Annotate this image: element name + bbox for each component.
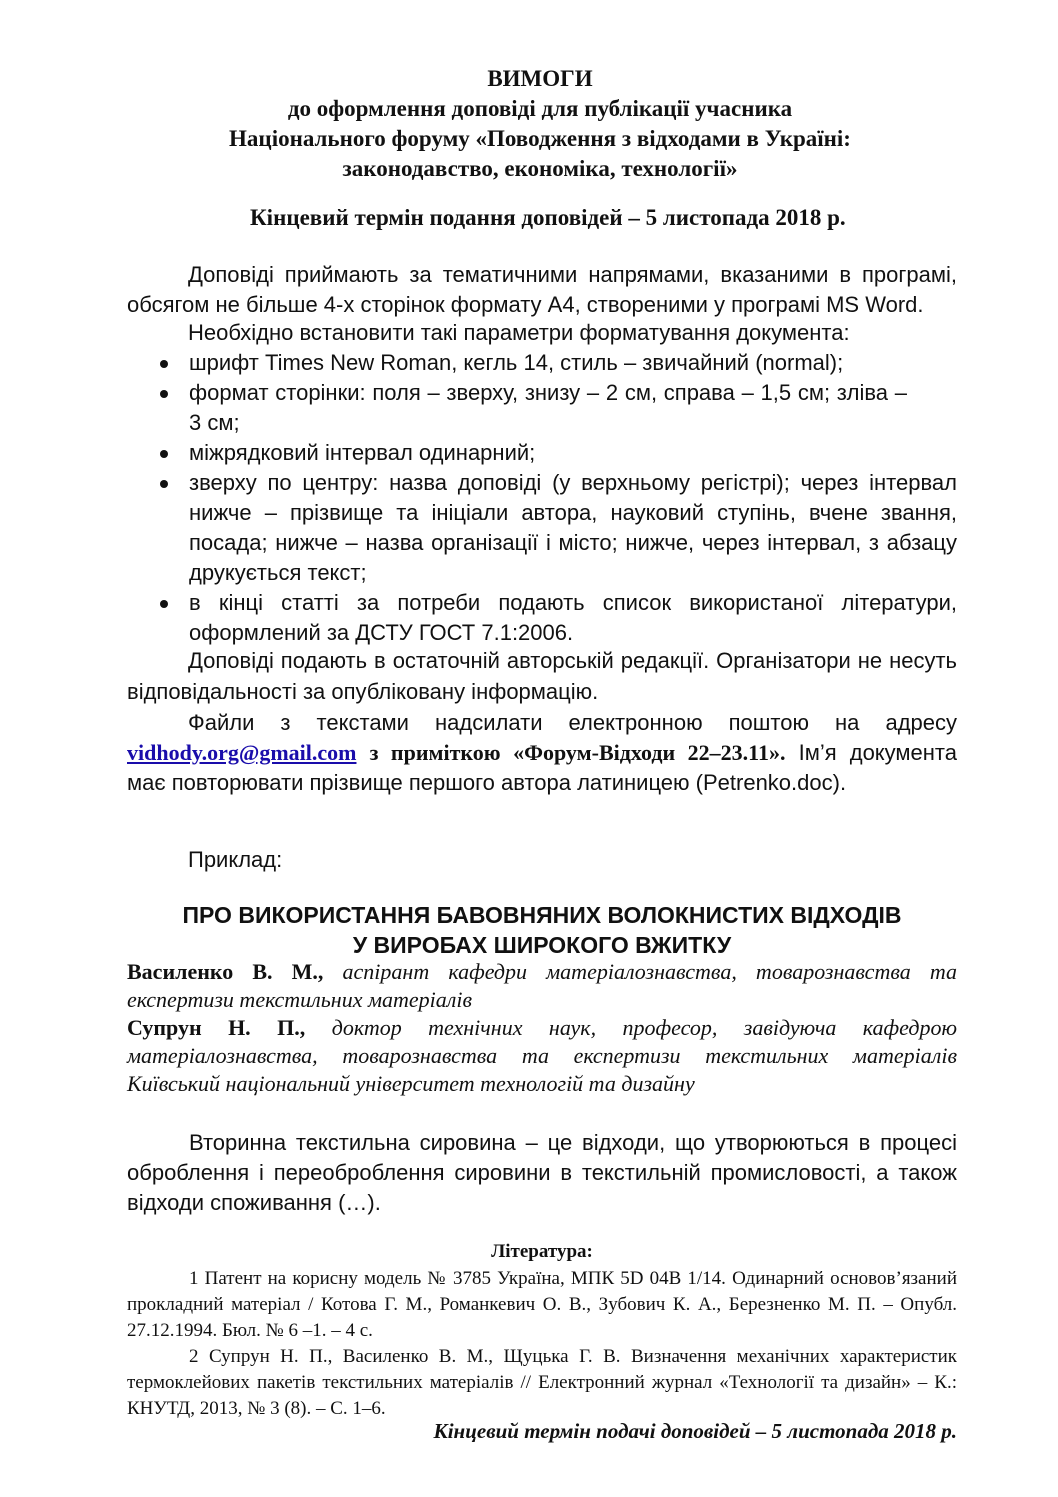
- bullet-icon: [160, 450, 168, 458]
- example-body-text: Вторинна текстильна сировина – це відходи, що утворюються в процесі оброблення і переоброблення сировини в текстильній промисловості, а також відходи споживання (…).: [127, 1130, 957, 1215]
- formatting-intro: Необхідно встановити такі параметри форматування документа:: [188, 320, 850, 345]
- example-author-2: [127, 1014, 957, 1098]
- final-edition-note: Доповіді подають в остаточній авторській редакції. Організатори не несуть відповідальності за опубліковану інформацію.: [127, 648, 957, 704]
- example-title: [127, 900, 957, 960]
- footer-deadline: Кінцевий термін подачі доповідей – 5 листопада 2018 р.: [433, 1419, 957, 1443]
- author-1-description: аспірант кафедри матеріалознавства, товарознавства та експертизи текстильних матеріалів: [127, 959, 957, 1012]
- email-link[interactable]: vidhody.org@gmail.com: [127, 740, 357, 765]
- example-title-line-1: ПРО ВИКОРИСТАННЯ БАВОВНЯНИХ ВОЛОКНИСТИХ ВІДХОДІВ: [182, 902, 902, 928]
- literature-heading: Література:: [491, 1241, 593, 1262]
- author-2-description: доктор технічних наук, професор, завідуюча кафедрою матеріалознавства, товарознавства та експертизи текстильних матеріалів Київський національний університет технологій та дизайну: [127, 1015, 957, 1096]
- document-subtitle-line-2: Національного форуму «Поводження з відходами в Україні:: [229, 126, 851, 151]
- requirement-item: шрифт Times New Roman, кегль 14, стиль – звичайний (normal);: [127, 348, 957, 378]
- example-title-line-2: У ВИРОБАХ ШИРОКОГО ВЖИТКУ: [352, 932, 732, 958]
- document-title: ВИМОГИ: [487, 66, 593, 91]
- submission-deadline: Кінцевий термін подання доповідей – 5 листопада 2018 р.: [250, 205, 846, 230]
- requirement-item: в кінці статті за потреби подають список використаної літератури, оформлений за ДСТУ ГОСТ 7.1:2006.: [127, 588, 957, 648]
- submission-prefix: Файли з текстами надсилати електронною поштою на адресу: [188, 710, 957, 735]
- bullet-icon: [160, 600, 168, 608]
- submission-note: з приміткою «Форум-Відходи 22–23.11».: [369, 740, 786, 765]
- requirements-list: [127, 348, 957, 648]
- bullet-icon: [160, 360, 168, 368]
- filename-rule: Ім’я документа має повторювати прізвище першого автора латиницею (Petrenko.doc).: [127, 740, 957, 795]
- submission-instructions: [127, 708, 957, 798]
- example-author-1: [127, 958, 957, 1014]
- bullet-icon: [160, 480, 168, 488]
- bullet-icon: [160, 390, 168, 398]
- document-subtitle-line-1: до оформлення доповіді для публікації учасника: [287, 96, 793, 121]
- requirement-item: міжрядковий інтервал одинарний;: [127, 438, 957, 468]
- literature-item: 1 Патент на корисну модель № 3785 Україна, МПК 5D 04B 1/14. Одинарний основов’язаний прокладний матеріал / Котова Г. М., Романкевич О. В., Зубович К. А., Березненко М. П. – Опубл. 27.12.1994. Бюл. № 6 –1. – 4 с.: [127, 1268, 957, 1341]
- intro-paragraph: Доповіді приймають за тематичними напрямами, вказаними в програмі, обсягом не більше 4-х сторінок формату А4, створеними у програмі MS Word.: [127, 262, 957, 317]
- document-header: [120, 64, 960, 184]
- author-1-name: Василенко В. М.,: [127, 959, 324, 984]
- author-2-name: Супрун Н. П.,: [127, 1015, 306, 1040]
- document-subtitle-line-3: законодавство, економіка, технології»: [342, 156, 738, 181]
- example-label: Приклад:: [188, 847, 283, 872]
- literature-item: 2 Супрун Н. П., Василенко В. М., Щуцька Г. В. Визначення механічних характеристик термоклейових пакетів текстильних матеріалів // Електронний журнал «Технології та дизайн» – К.: КНУТД, 2013, № 3 (8). – С. 1–6.: [127, 1346, 957, 1419]
- requirement-item: формат сторінки: поля – зверху, знизу – 2 см, справа – 1,5 см; зліва – 3 см;: [127, 378, 957, 438]
- requirement-item: зверху по центру: назва доповіді (у верхньому регістрі); через інтервал нижче – прізвище та ініціали автора, науковий ступінь, вчене звання, посада; нижче – назва організації і місто; нижче, через інтервал, з абзацу друкується текст;: [127, 468, 957, 588]
